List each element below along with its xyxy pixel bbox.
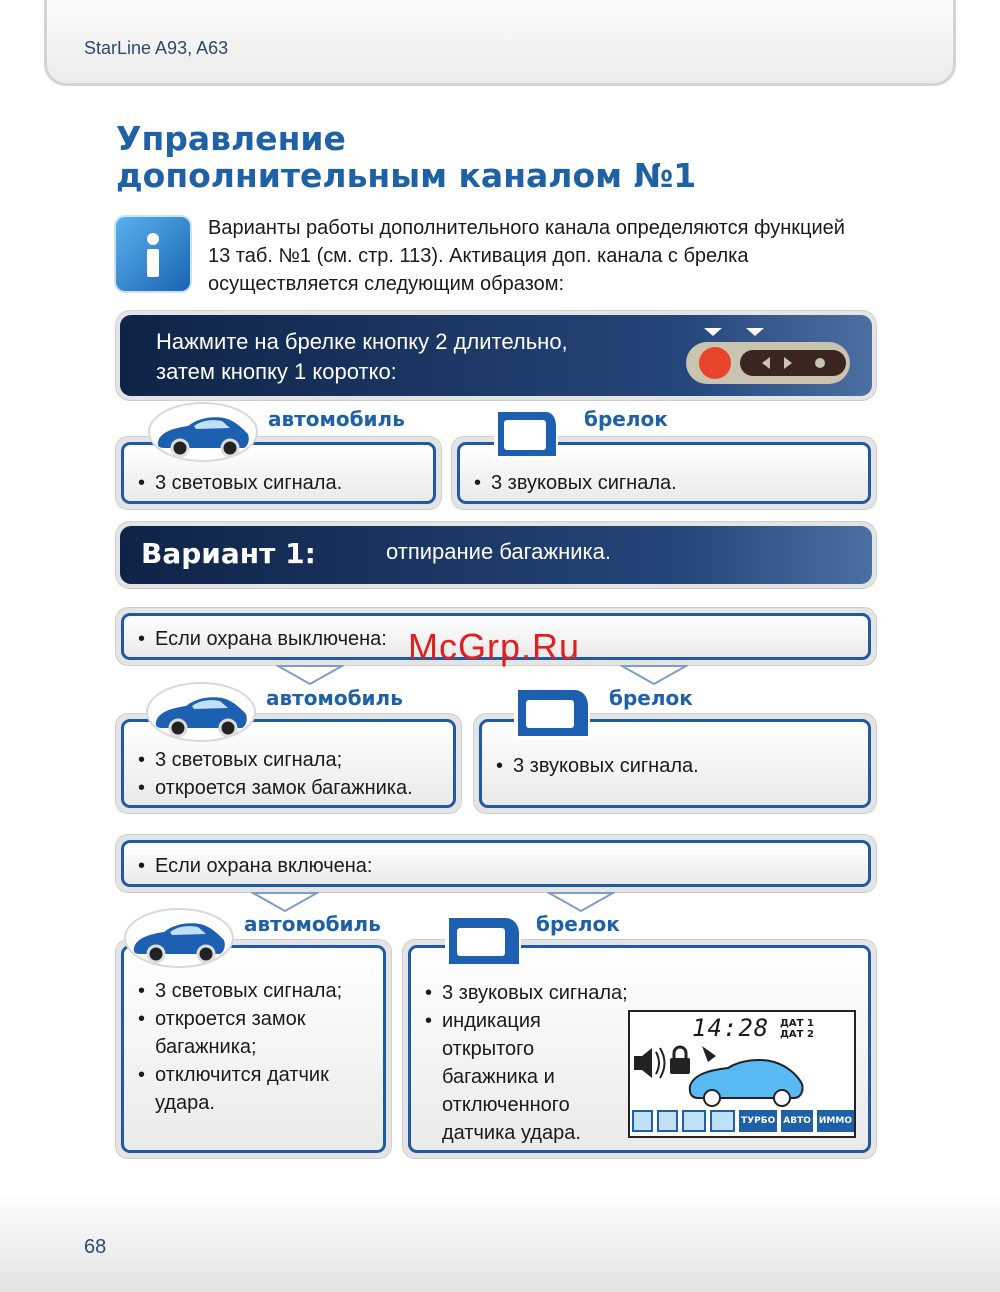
general-car-label: автомобиль <box>268 407 405 431</box>
watermark: McGrp.Ru <box>408 626 581 667</box>
armed-car-item-continuation: багажника; <box>155 1036 257 1058</box>
hourglass-icon <box>657 1110 678 1132</box>
clock-icon <box>632 1110 653 1132</box>
title-line-1: Управление <box>116 119 346 158</box>
disarmed-car-item: • откроется замок багажника. <box>138 774 453 802</box>
armed-car-item: • отключится датчик <box>138 1061 383 1089</box>
armed-car-item-continuation: удара. <box>155 1092 215 1114</box>
thermometer-icon <box>682 1110 707 1132</box>
armed-fob-item: • индикация <box>425 1007 868 1035</box>
disarmed-condition-text: • Если охрана выключена: <box>138 625 868 653</box>
key-fob-buttons-icon <box>684 322 852 388</box>
general-fob-item: • 3 звуковых сигнала. <box>474 469 868 497</box>
page-title <box>116 120 696 194</box>
general-fob-label: брелок <box>584 407 668 431</box>
lcd-turbo-label: ТУРБО <box>739 1110 777 1132</box>
lcd-car-alarm-icon <box>632 1042 812 1108</box>
armed-fob-item-continuation: открытого <box>442 1038 535 1060</box>
lcd-status-icons <box>632 1110 854 1134</box>
armed-fob-item-continuation: датчика удара. <box>442 1122 581 1144</box>
armed-fob-item-continuation: отключенного <box>442 1094 570 1116</box>
armed-condition-text: • Если охрана включена: <box>138 852 868 880</box>
disarmed-fob-item: • 3 звуковых сигнала. <box>496 752 868 780</box>
lcd-sensor-1: ДАТ 1 <box>780 1018 814 1029</box>
general-car-item: • 3 световых сигнала. <box>138 469 433 497</box>
armed-fob-item: • 3 звуковых сигнала; <box>425 979 868 1007</box>
armed-condition-box <box>116 835 876 892</box>
variant-description: отпирание багажника. <box>386 539 612 564</box>
armed-car-item: • 3 световых сигнала; <box>138 977 383 1005</box>
car-icon <box>126 910 232 966</box>
lcd-sensors <box>780 1018 814 1040</box>
instruction-line-2: затем кнопку 1 коротко: <box>156 359 397 384</box>
car-icon <box>150 404 256 460</box>
instruction-text <box>156 327 568 387</box>
key-fob-icon <box>510 684 594 744</box>
key-fob-icon <box>490 406 562 464</box>
page-footer <box>0 1190 1000 1292</box>
title-line-2: дополнительным каналом №1 <box>116 156 697 195</box>
armed-car-box <box>116 940 391 1158</box>
intro-text: Варианты работы дополнительного канала определяются функцией 13 таб. №1 (см. стр. 113). Активация доп. канала с брелка осуществляется следующим образом: <box>208 217 845 295</box>
instruction-line-1: Нажмите на брелке кнопку 2 длительно, <box>156 329 568 354</box>
lcd-time: 14:28 <box>692 1014 770 1042</box>
disarmed-fob-label: брелок <box>609 686 693 710</box>
page-number: 68 <box>84 1236 107 1258</box>
lcd-immo-label: ИММО <box>817 1110 854 1132</box>
armed-fob-label: брелок <box>536 912 620 936</box>
disarmed-car-label: автомобиль <box>266 686 403 710</box>
header-title: StarLine A93, A63 <box>84 38 229 58</box>
armed-car-item: • откроется замок <box>138 1005 383 1033</box>
disarmed-car-item: • 3 световых сигнала; <box>138 746 453 774</box>
wrench-icon <box>710 1110 735 1132</box>
lcd-auto-label: АВТО <box>781 1110 813 1132</box>
armed-fob-item-continuation: багажника и <box>442 1066 555 1088</box>
variant-title: Вариант 1: <box>141 537 316 570</box>
car-icon <box>148 684 254 740</box>
lcd-sensor-2: ДАТ 2 <box>780 1029 814 1040</box>
lcd-display <box>628 1010 856 1138</box>
info-icon <box>116 217 190 291</box>
key-fob-icon <box>441 912 525 972</box>
armed-car-label: автомобиль <box>244 912 381 936</box>
